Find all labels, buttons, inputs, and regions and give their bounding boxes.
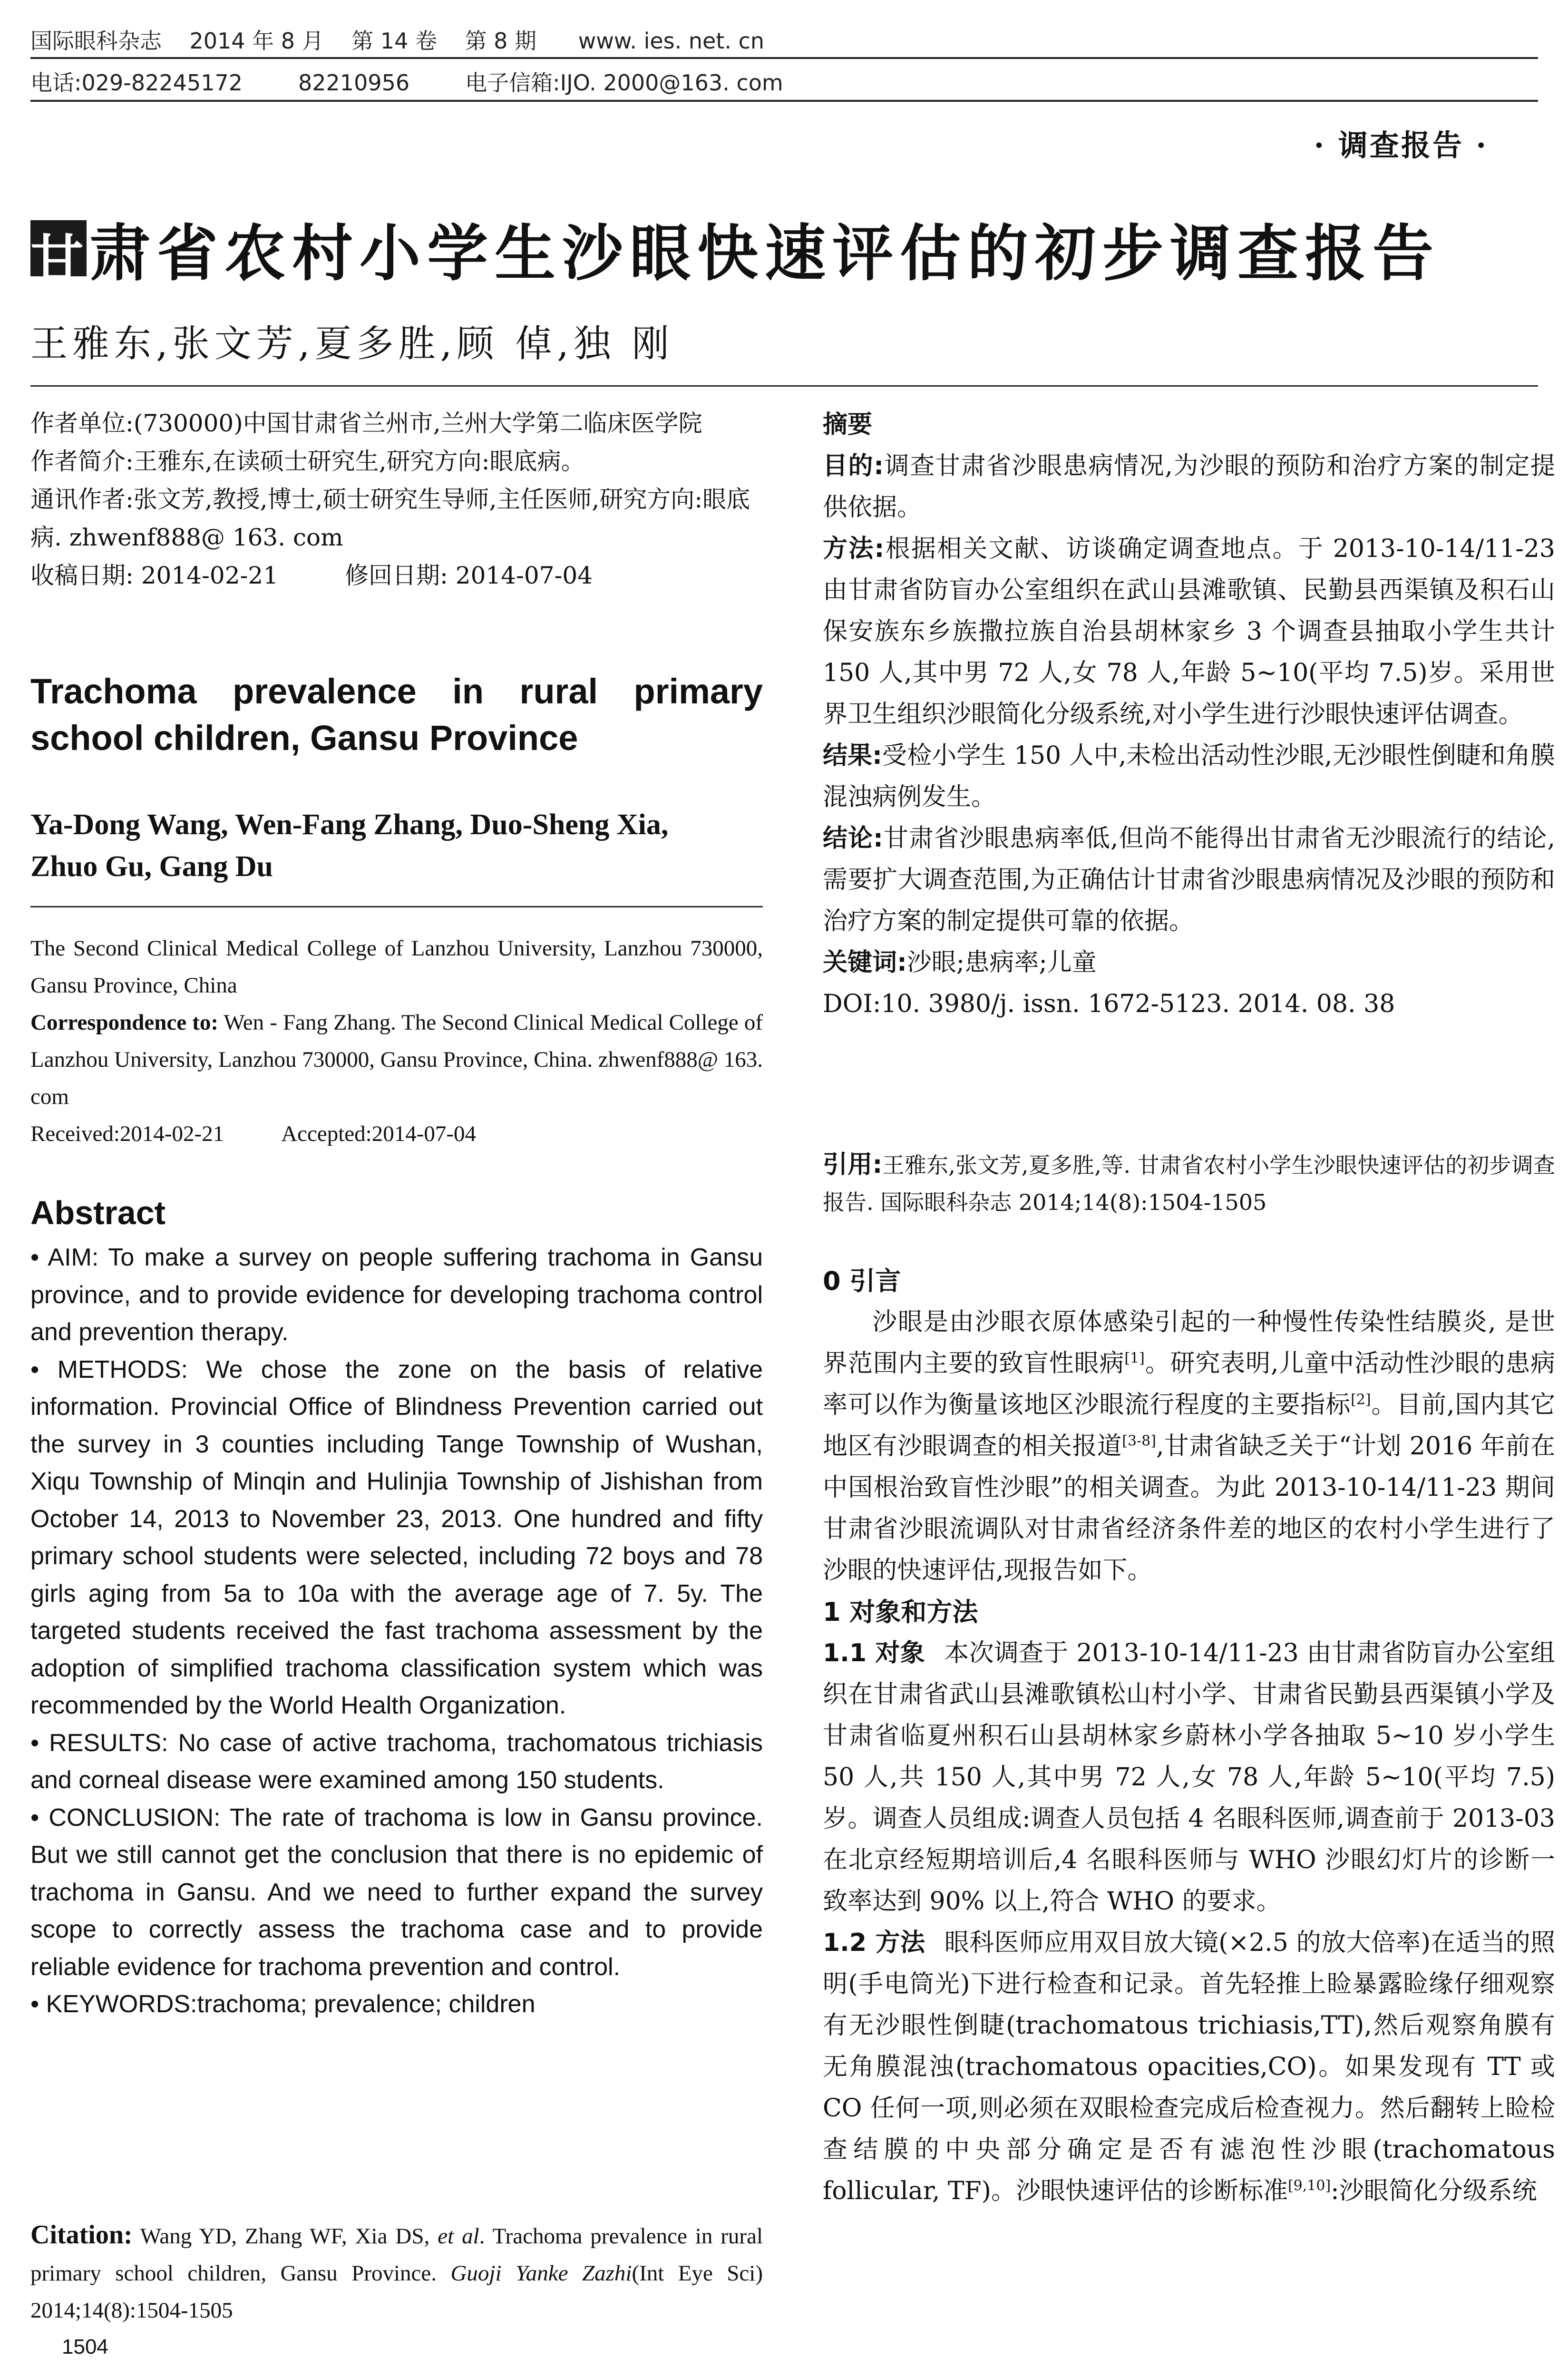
header-rule-2 xyxy=(30,100,1538,102)
citation-zh: 引用:王雅东,张文芳,夏多胜,等. 甘肃省农村小学生沙眼快速评估的初步调查报告. 国际眼科杂志 2014;14(8):1504-1505 xyxy=(823,1150,1555,1215)
info-bio: 作者简介:王雅东,在读硕士研究生,研究方向:眼底病。 xyxy=(30,448,585,475)
doi: DOI:10. 3980/j. issn. 1672-5123. 2014. 08. 38 xyxy=(823,990,1395,1018)
en-correspondence: Correspondence to: Wen - Fang Zhang. The Second Clinical Medical College of Lanzhou University, Lanzhou 730000, Gansu Province, China. zhwenf888@ 163. com xyxy=(30,1010,763,1109)
author-info xyxy=(30,404,763,594)
section12-paragraph: 1.2 方法 眼科医师应用双目放大镜(×2.5 的放大倍率)在适当的照明(手电筒光)下进行检查和记录。首先轻推上睑暴露睑缘仔细观察有无沙眼性倒睫(trachomatous trichiasis,TT),然后观察角膜有无角膜混浊(trachomatous opacities,CO)。如果发现有 TT 或 CO 任何一项,则必须在双眼检查完成后检查视力。然后翻转上睑检查结膜的中央部分确定是否有滤泡性沙眼(trachomatous follicular, TF)。沙眼快速评估的诊断标准[9,10]:沙眼简化分级系统 xyxy=(823,1929,1555,2205)
en-authors: Ya-Dong Wang, Wen-Fang Zhang, Duo-Sheng Xia, Zhuo Gu, Gang Du xyxy=(30,809,669,883)
citation-en: Citation: Wang YD, Zhang WF, Xia DS, et al. Trachoma prevalence in rural primary school children, Gansu Province. Guoji Yanke Zazhi(Int Eye Sci) 2014;14(8):1504-1505 xyxy=(30,2220,763,2323)
en-affiliation: The Second Clinical Medical College of Lanzhou University, Lanzhou 730000, Gansu Province, China xyxy=(30,936,763,998)
abstract-conclusion: • CONCLUSION: The rate of trachoma is low in Gansu province. But we still cannot get the conclusion that there is no epidemic of trachoma in Gansu. And we need to further expand the survey scope to correctly assess the trachoma case and to provide reliable evidence for trachoma prevention and control. xyxy=(30,1803,763,1981)
en-dates: Received:2014-02-21 Accepted:2014-07-04 xyxy=(30,1121,477,1146)
intro-paragraph: 沙眼是由沙眼衣原体感染引起的一种慢性传染性结膜炎, 是世界范围内主要的致盲性眼病[1]。研究表明,儿童中活动性沙眼的患病率可以作为衡量该地区沙眼流行程度的主要指标[2]。目前,国内其它地区有沙眼调查的相关报道[3-8],甘肃省缺乏关于“计划 2016 年前在中国根治致盲性沙眼”的相关调查。为此 2013-10-14/11-23 期间甘肃省沙眼流调队对甘肃省经济条件差的地区的农村小学生进行了沙眼的快速评估,现报告如下。 xyxy=(823,1308,1555,1585)
info-correspondence: 通讯作者:张文芳,教授,博士,硕士研究生导师,主任医师,研究方向:眼底病. zhwenf888@ 163. com xyxy=(30,486,750,551)
abstract-zh-results: 结果:受检小学生 150 人中,未检出活动性沙眼,无沙眼性倒睫和角膜混浊病例发生。 xyxy=(823,741,1555,811)
section1-heading: 1 对象和方法 xyxy=(823,1597,978,1627)
title-first-char-block: 甘 xyxy=(30,220,87,276)
abstract-keywords: • KEYWORDS:trachoma; prevalence; children xyxy=(30,1990,536,2018)
en-title: Trachoma prevalence in rural primary school children, Gansu Province xyxy=(30,672,763,758)
abstract-zh-keywords: 关键词:沙眼;患病率;儿童 xyxy=(823,948,1097,977)
info-dates: 收稿日期: 2014-02-21 修回日期: 2014-07-04 xyxy=(30,562,593,589)
abstract-aim: • AIM: To make a survey on people suffering trachoma in Gansu province, and to provide evidence for developing trachoma control and prevention therapy. xyxy=(30,1244,763,1346)
page-number: 1504 xyxy=(62,2335,108,2358)
info-affiliation: 作者单位:(730000)中国甘肃省兰州市,兰州大学第二临床医学院 xyxy=(30,409,702,437)
en-authors-rule xyxy=(30,906,763,907)
abstract-zh-heading: 摘要 xyxy=(823,410,873,439)
abstract-zh xyxy=(823,404,1555,1025)
abstract-results: • RESULTS: No case of active trachoma, trachomatous trichiasis and corneal disease were examined among 150 students. xyxy=(30,1729,763,1794)
abstract-methods: • METHODS: We chose the zone on the basis of relative information. Provincial Office of Blindness Prevention carried out the survey in 3 counties including Tange Township of Wushan, Xiqu Township of Minqin and Hulinjia Township of Jishishan from October 14, 2013 to November 23, 2013. One hundred and fifty primary school students were selected, including 72 boys and 78 girls aging from 5a to 10a with the average age of 7. 5y. The targeted students received the fast trachoma assessment by the adoption of simplified trachoma classification system which was recommended by the World Health Organization. xyxy=(30,1355,763,1719)
page-title xyxy=(30,205,1440,292)
abstract-zh-aim: 目的:调查甘肃省沙眼患病情况,为沙眼的预防和治疗方案的制定提供依据。 xyxy=(823,452,1555,522)
authors-zh: 王雅东,张文芳,夏多胜,顾 倬,独 刚 xyxy=(30,322,674,365)
abstract-en xyxy=(30,1239,763,2023)
journal-header-line1: 国际眼科杂志 2014 年 8 月 第 14 卷 第 8 期 www. ies. net. cn xyxy=(30,28,765,54)
intro-heading: 0 引言 xyxy=(823,1266,901,1296)
title-text: 肃省农村小学生沙眼快速评估的初步调查报告 xyxy=(89,218,1441,289)
title-rule xyxy=(30,385,1538,387)
body-text xyxy=(823,1260,1555,2212)
abstract-zh-conclusion: 结论:甘肃省沙眼患病率低,但尚不能得出甘肃省无沙眼流行的结论,需要扩大调查范围,为正确估计甘肃省沙眼患病情况及沙眼的预防和治疗方案的制定提供可靠的依据。 xyxy=(823,824,1556,935)
section11-paragraph: 1.1 对象 本次调查于 2013-10-14/11-23 由甘肃省防盲办公室组织在甘肃省武山县滩歌镇松山村小学、甘肃省民勤县西渠镇小学及甘肃省临夏州积石山县胡林家乡蔚林小学各抽取 5~10 岁小学生 50 人,共 150 人,其中男 72 人,女 78 人,年龄 5~10(平均 7.5)岁。调查人员组成:调查人员包括 4 名眼科医师,调查前于 2013-03 在北京经短期培训后,4 名眼科医师与 WHO 沙眼幻灯片的诊断一致率达到 90% 以上,符合 WHO 的要求。 xyxy=(823,1639,1555,1916)
article-category: · 调查报告 · xyxy=(1314,128,1488,163)
journal-header-line2: 电话:029-82245172 82210956 电子信箱:IJO. 2000@163. com xyxy=(30,70,783,96)
en-affiliation-block xyxy=(30,930,763,1152)
abstract-zh-methods: 方法:根据相关文献、访谈确定调查地点。于 2013-10-14/11-23 由甘肃省防盲办公室组织在武山县滩歌镇、民勤县西渠镇及积石山保安族东乡族撒拉族自治县胡林家乡 3 个调查县抽取小学生共计 150 人,其中男 72 人,女 78 人,年龄 5~10(平均 7.5)岁。采用世界卫生组织沙眼简化分级系统,对小学生进行沙眼快速评估调查。 xyxy=(823,535,1555,729)
header-rule-1 xyxy=(30,57,1538,59)
abstract-heading: Abstract xyxy=(30,1194,166,1231)
